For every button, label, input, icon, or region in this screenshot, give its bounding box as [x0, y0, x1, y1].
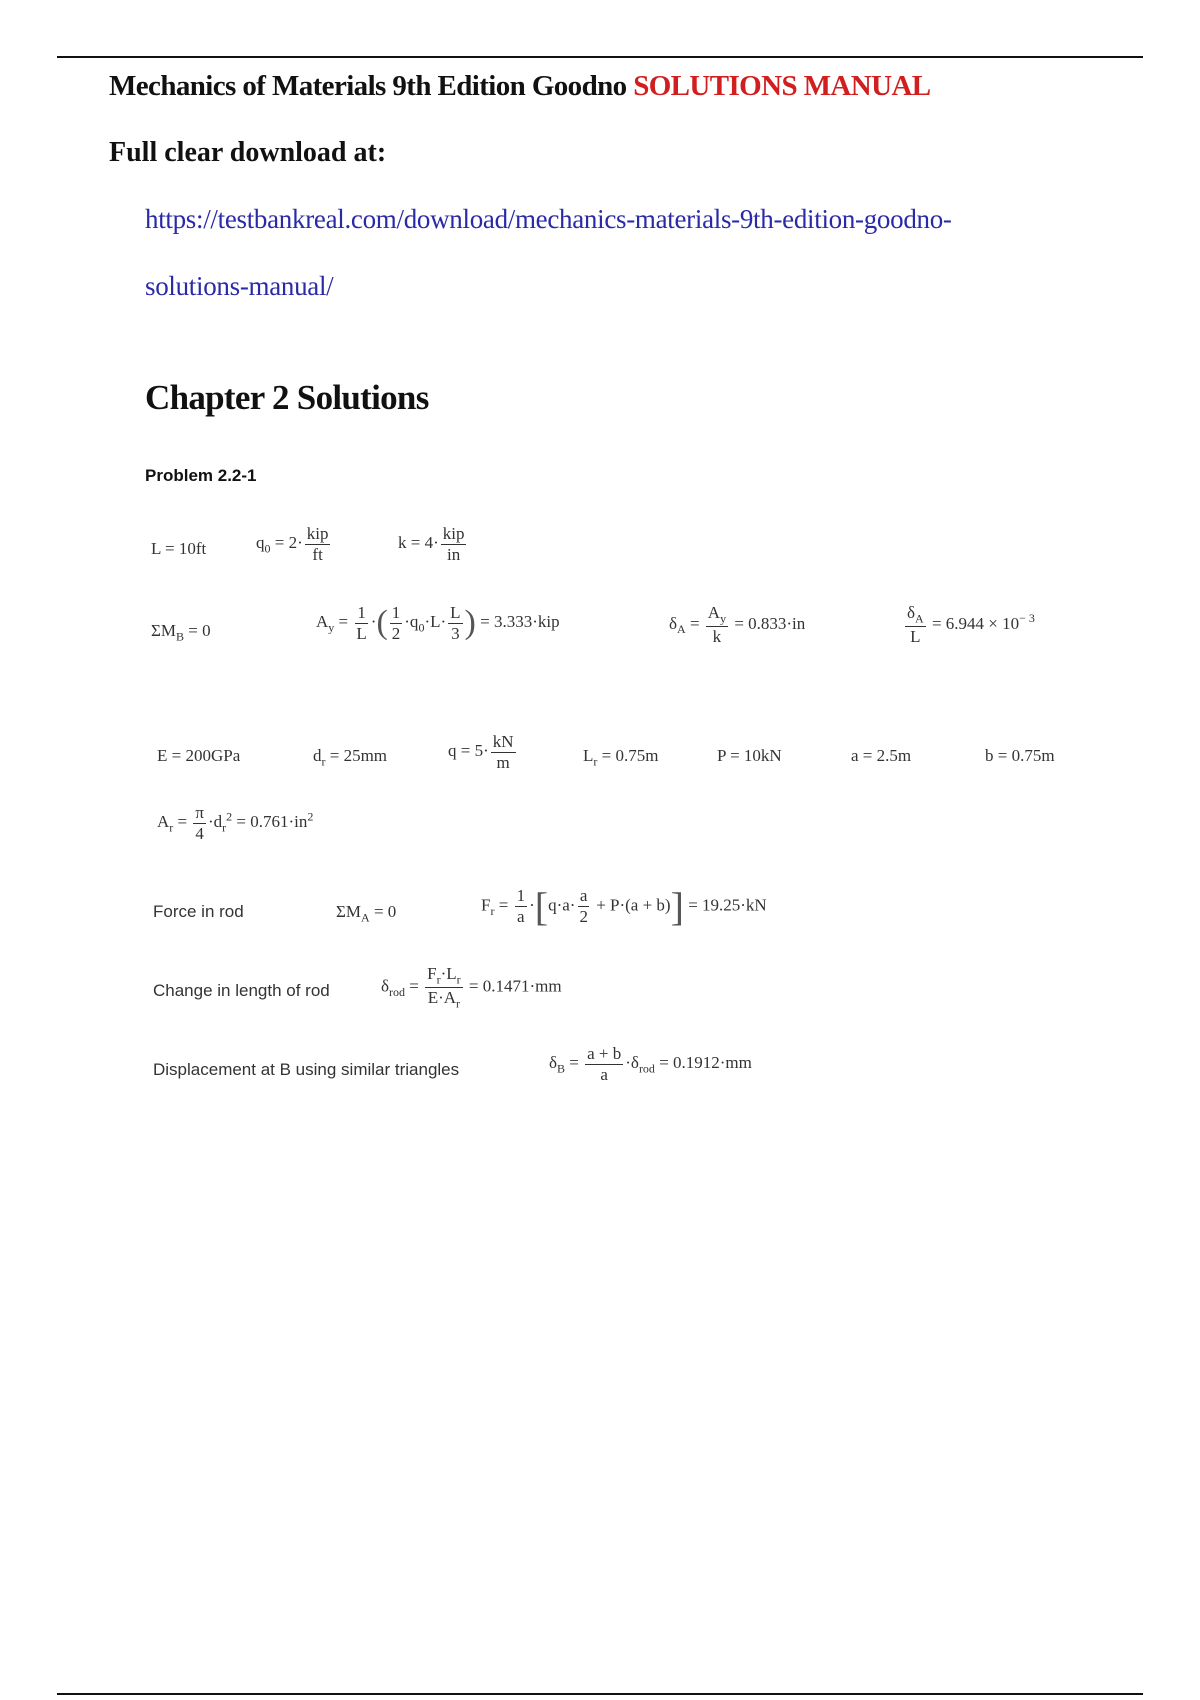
eq-load-p: P = 10kN	[717, 746, 782, 765]
chapter-title: Chapter 2 Solutions	[145, 378, 429, 417]
label-change-in-length: Change in length of rod	[153, 981, 330, 1000]
eq-length: L = 10ft	[151, 539, 207, 558]
eq-dimension-a: a = 2.5m	[851, 746, 912, 765]
title-accent: SOLUTIONS MANUAL	[633, 70, 931, 102]
eq-sum-moments-a: $\Sigma M_A = 0$	[336, 902, 397, 925]
label-force-in-rod: Force in rod	[153, 902, 244, 921]
eq-deflection-a: $\delta_A$ = $\frac{A_y}{k}$ = 0.833·in	[669, 603, 806, 647]
eq-displacement-b: $\delta_B$ = $\frac{a + b}{a}$ $\cdot\delta_{rod} = 0.1912\cdot mm$	[549, 1044, 752, 1084]
eq-modulus: E = 200GPa	[157, 746, 241, 765]
download-link-line2[interactable]: solutions-manual/	[145, 271, 334, 301]
label-displacement-b: Displacement at B using similar triangles	[153, 1060, 460, 1079]
document-title	[109, 70, 931, 103]
eq-rod-elongation: $\delta_{rod}$ = $\frac{F_r\cdot L_r}{E\cdot A_r}$ = 0.1471·mm	[381, 964, 562, 1011]
eq-deflection-ratio: $\frac{\delta_A}{L}$ = $6.944 \times 10^{- 3}$	[907, 603, 1035, 647]
eq-dimension-b: b = 0.75m	[985, 746, 1055, 765]
bottom-rule	[57, 1693, 1143, 1695]
eq-rod-length: $L_r = 0.75m$	[583, 746, 659, 769]
eq-rod-area: $A_r$ = $\frac{\pi}{4}$ $\cdot d_r^2 = 0.761\cdot in^2$	[157, 803, 314, 843]
eq-stiffness: k = 4· $\frac{\text{kip}}{in}$	[398, 524, 465, 564]
download-label: Full clear download at:	[109, 137, 387, 168]
download-link-line1[interactable]: https://testbankreal.com/download/mechanics-materials-9th-edition-goodno-	[145, 204, 952, 234]
eq-q0: $q_0 = 2\cdot$ $\frac{\text{kip}}{ft}$	[256, 524, 329, 564]
eq-reaction-ay: $A_y$ = $\frac{1}{L}$ ·( $\frac{1}{2}$ $\cdot q_0\cdot L\cdot$ $\frac{L}{3}$ ) = 3.333·kip	[316, 603, 560, 643]
eq-sum-moments-b: $\Sigma M_B = 0$	[151, 621, 211, 644]
top-rule	[57, 56, 1143, 58]
eq-rod-force: $F_r$ = $\frac{1}{a}$ ·[q·a· $\frac{a}{2}$ + P·(a + b)] = 19.25·kN	[481, 884, 767, 929]
problem-title: Problem 2.2-1	[145, 466, 257, 485]
eq-distributed-load: q = 5· $\frac{kN}{m}$	[448, 732, 514, 772]
title-main: Mechanics of Materials 9th Edition Goodno	[109, 70, 634, 102]
eq-rod-diameter: $d_r = 25mm$	[313, 746, 388, 769]
